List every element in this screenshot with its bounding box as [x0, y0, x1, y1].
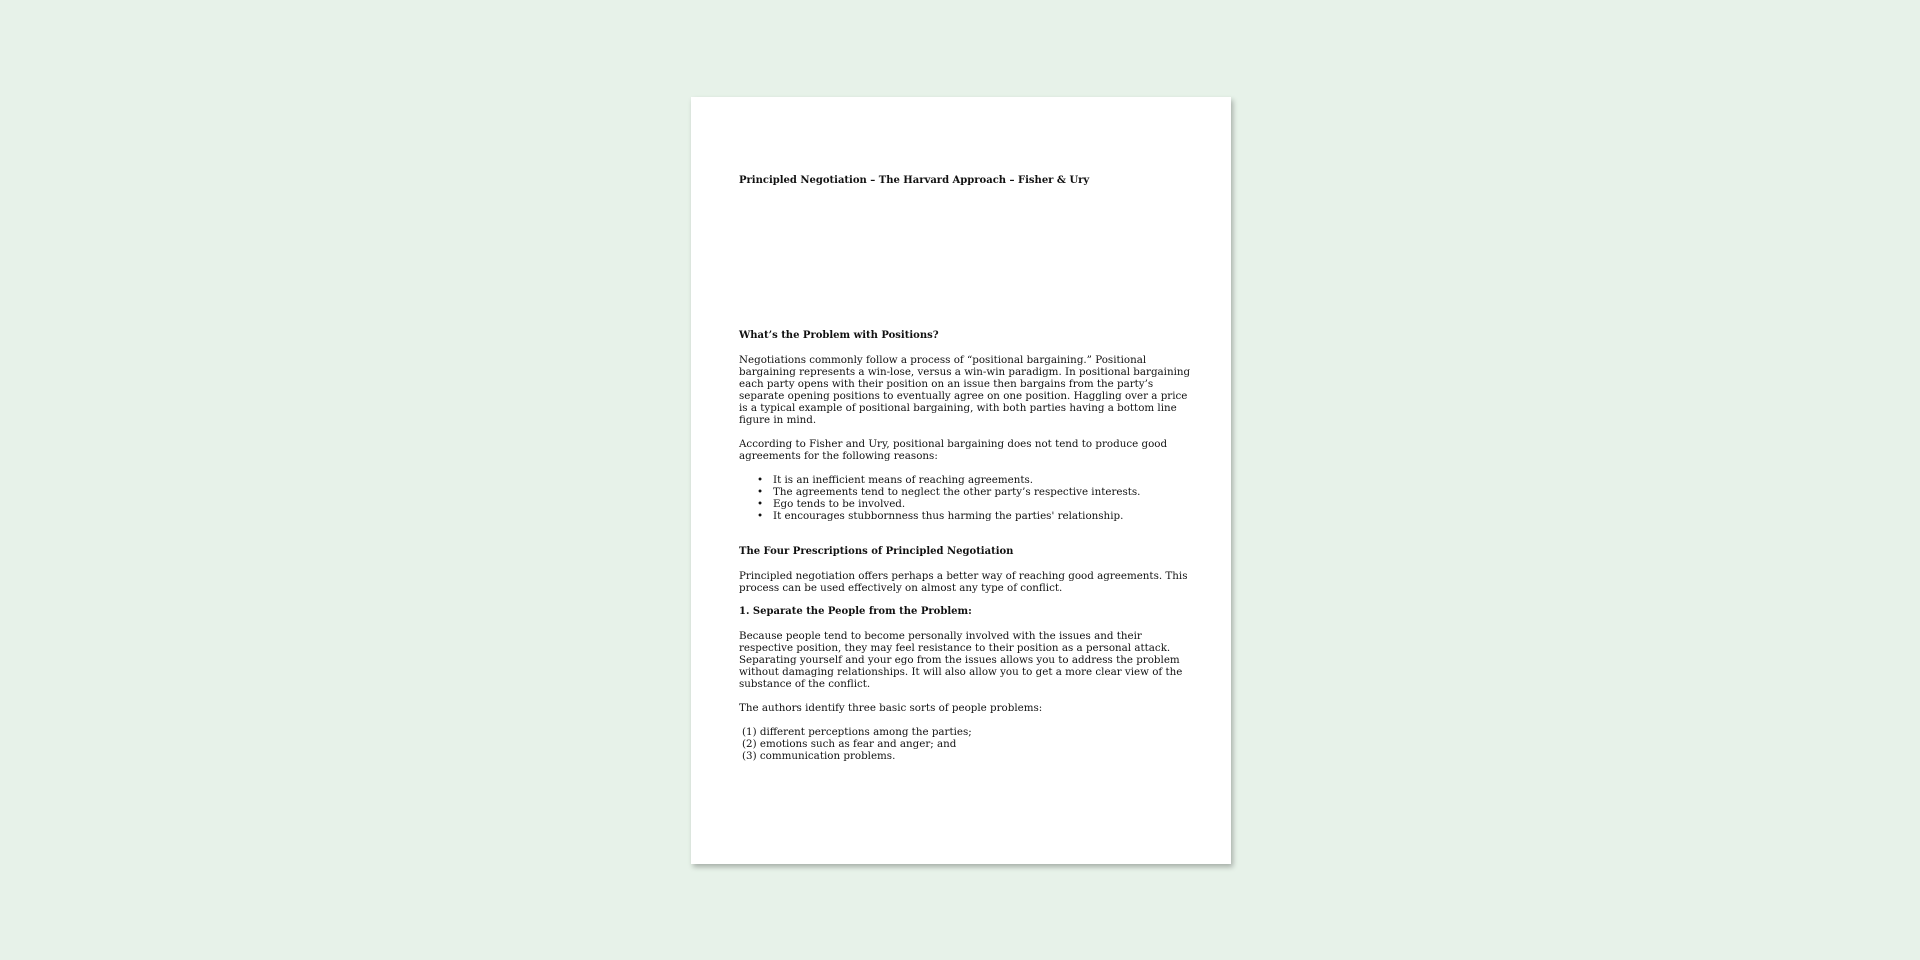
paragraph-separate-people: Because people tend to become personally involved with the issues and their respective position, they may feel resistance to their position as a personal attack. Separating yourself and your ego from the issues allows you to address the problem without damaging relationships. It will also allow you to get a more clear view of the substance of the conflict.: [739, 630, 1183, 690]
list-item: • It is an inefficient means of reaching agreements.: [773, 474, 1194, 486]
paragraph-principled-negotiation: Principled negotiation offers perhaps a better way of reaching good agreements. This process can be used effectively on almost any type of conflict.: [739, 570, 1188, 594]
document-content: [739, 175, 1194, 762]
section-heading-prescriptions: The Four Prescriptions of Principled Negotiation: [739, 546, 1014, 557]
list-item: • The agreements tend to neglect the other party’s respective interests.: [773, 486, 1194, 498]
document-page: [691, 97, 1231, 864]
list-item: (1) different perceptions among the parties;: [742, 726, 972, 738]
reasons-list: [739, 474, 1194, 522]
section-heading-positions: What’s the Problem with Positions?: [739, 330, 939, 341]
paragraph-people-problems: The authors identify three basic sorts of people problems:: [739, 702, 1043, 714]
list-item: (3) communication problems.: [742, 750, 896, 762]
document-title: Principled Negotiation – The Harvard Approach – Fisher & Ury: [739, 175, 1090, 186]
paragraph-positional-bargaining: Negotiations commonly follow a process of “positional bargaining.” Positional bargaining represents a win-lose, versus a win-win paradigm. In positional bargaining each party opens with their position on an issue then bargains from the party’s separate opening positions to eventually agree on one position. Haggling over a price is a typical example of positional bargaining, with both parties having a bottom line figure in mind.: [739, 354, 1191, 426]
paragraph-fisher-ury: According to Fisher and Ury, positional bargaining does not tend to produce good agreements for the following reasons:: [739, 438, 1168, 462]
list-item: • Ego tends to be involved.: [773, 498, 1194, 510]
subheading-separate-people: 1. Separate the People from the Problem:: [739, 606, 972, 617]
list-item: (2) emotions such as fear and anger; and: [742, 738, 957, 750]
spacer: [739, 187, 1194, 330]
problems-list: [739, 726, 1194, 762]
list-item: • It encourages stubbornness thus harming the parties' relationship.: [773, 510, 1194, 522]
